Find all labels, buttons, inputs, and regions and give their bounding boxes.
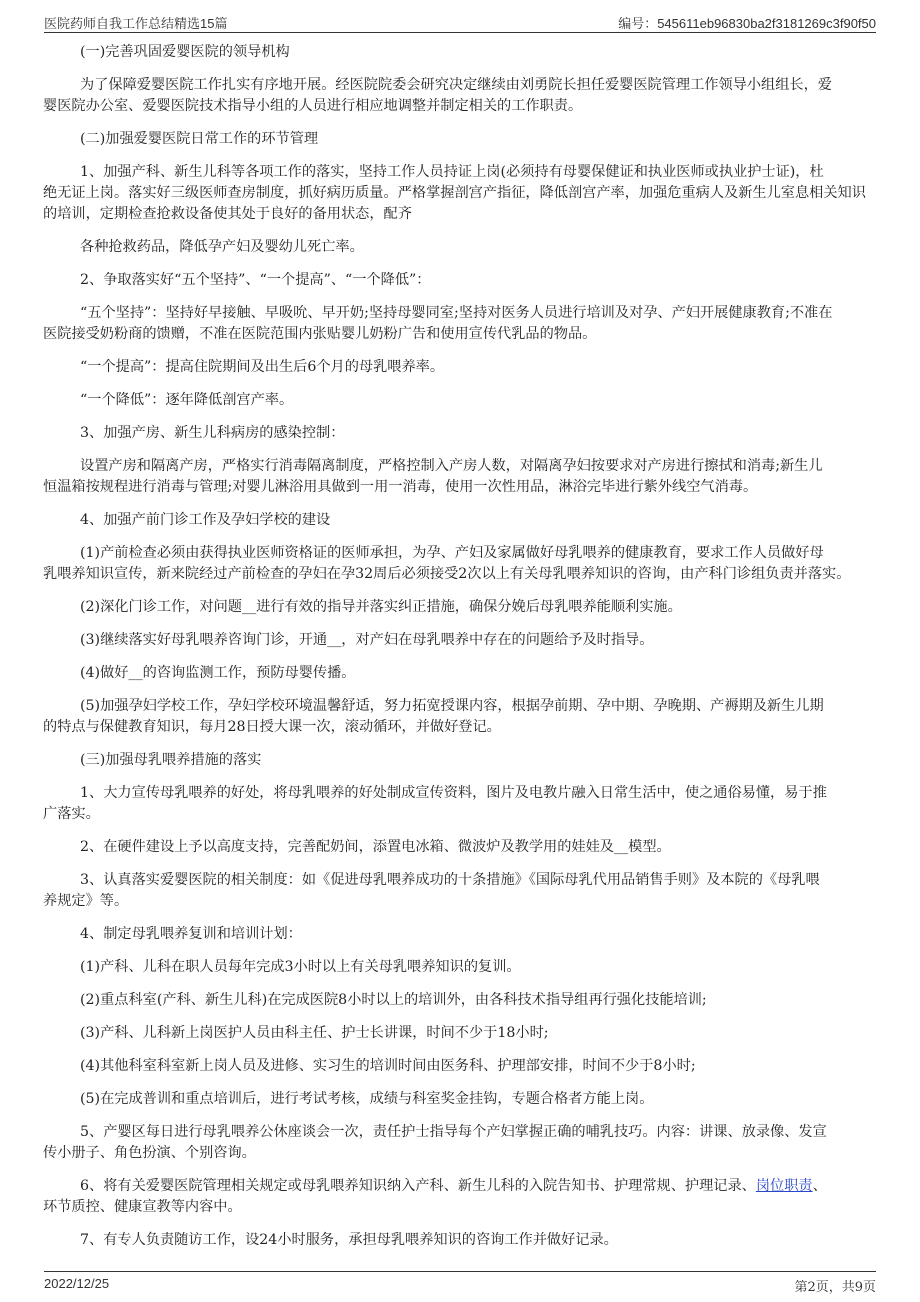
paragraph: 设置产房和隔离产房，严格实行消毒隔离制度，严格控制入产房人数，对隔离孕妇按要求对产房进行擦拭和消毒;新生儿 恒温箱按规程进行消毒与管理;对婴儿淋浴用具做到一用一消毒，使用一次性用品，淋浴完毕进行紫外线空气消毒。 [43,458,823,495]
paragraph: 5、产婴区每日进行母乳喂养公休座谈会一次，责任护士指导每个产妇掌握正确的哺乳技巧。内容：讲课、放录像、发宣 传小册子、角色扮演、个别咨询。 [43,1124,827,1161]
job-duties-link[interactable]: 岗位职责 [755,1178,813,1194]
document-id: 编号：545611eb96830ba2f3181269c3f90f50 [618,16,876,31]
paragraph: (3)产科、儿科新上岗医护人员由科主任、护士长讲课，时间不少于18小时; [80,1025,549,1041]
paragraph: (2)重点科室(产科、新生儿科)在完成医院8小时以上的培训外，由各科技术指导组再行强化技能培训; [80,992,707,1008]
paragraph: 2、在硬件建设上予以高度支持，完善配奶间，添置电冰箱、微波炉及教学用的娃娃及__模型。 [80,839,671,855]
paragraph: (4)其他科室科室新上岗人员及进修、实习生的培训时间由医务科、护理部安排，时间不少于8小时; [80,1058,696,1074]
document-title: 医院药师自我工作总结精选15篇 [44,16,228,31]
paragraph: 各种抢救药品，降低孕产妇及婴幼儿死亡率。 [80,239,364,255]
paragraph: 1、加强产科、新生儿科等各项工作的落实，坚持工作人员持证上岗(必须持有母婴保健证和执业医师或执业护士证)，杜 绝无证上岗。落实好三级医师查房制度，抓好病历质量。严格掌握剖宫产指征，降低剖宫产率，加强危重病人及新生儿室息相关知识的培训，定期检查抢救设备使其处于良好的备用状态，配齐 [43,164,866,222]
paragraph: (3)继续落实好母乳喂养咨询门诊，开通__，对产妇在母乳喂养中存在的问题给予及时指导。 [80,632,654,648]
footer-date: 2022/12/25 [44,1276,110,1291]
paragraph: 7、有专人负责随访工作，设24小时服务，承担母乳喂养知识的咨询工作并做好记录。 [80,1232,618,1248]
paragraph: 3、认真落实爱婴医院的相关制度：如《促进母乳喂养成功的十条措施》《国际母乳代用品销售手则》及本院的《母乳喂 养规定》等。 [43,872,820,909]
paragraph: 4、制定母乳喂养复训和培训计划： [80,926,302,942]
paragraph: 1、大力宣传母乳喂养的好处，将母乳喂养的好处制成宣传资料，图片及电教片融入日常生活中，使之通俗易懂，易于推 广落实。 [43,785,827,822]
paragraph: 2、争取落实好“五个坚持”、“一个提高”、“一个降低”： [80,272,431,288]
page-header [44,10,876,33]
paragraph: (2)深化门诊工作，对问题__进行有效的指导并落实纠正措施，确保分娩后母乳喂养能顺利实施。 [80,599,682,615]
page-number: 第2页，共9页 [794,1280,876,1295]
section-heading: (二)加强爱婴医院日常工作的环节管理 [80,131,319,147]
paragraph: (5)加强孕妇学校工作，孕妇学校环境温馨舒适，努力拓宽授课内容，根据孕前期、孕中期、孕晚期、产褥期及新生儿期 的特点与保健教育知识，每月28日授大课一次，滚动循环，并做好登记。 [43,698,824,735]
paragraph: 为了保障爱婴医院工作扎实有序地开展。经医院院委会研究决定继续由刘勇院长担任爱婴医院管理工作领导小组组长，爱 婴医院办公室、爱婴医院技术指导小组的人员进行相应地调整并制定相关的工作职责。 [43,77,832,114]
paragraph: “一个提高”：提高住院期间及出生后6个月的母乳喂养率。 [80,359,445,375]
paragraph: 3、加强产房、新生儿科病房的感染控制： [80,425,345,441]
page-footer [44,1271,876,1294]
paragraph: (1)产科、儿科在职人员每年完成3小时以上有关母乳喂养知识的复训。 [80,959,521,975]
section-heading: (三)加强母乳喂养措施的落实 [80,752,262,768]
document-body [43,42,876,1263]
paragraph: (1)产前检查必须由获得执业医师资格证的医师承担，为孕、产妇及家属做好母乳喂养的健康教育，要求工作人员做好母 乳喂养知识宣传，新来院经过产前检查的孕妇在孕32周后必须接受2次以上有关母乳喂养知识的咨询，由产科门诊组负责并落实。 [43,545,851,582]
paragraph: 4、加强产前门诊工作及孕妇学校的建设 [80,512,331,528]
paragraph: “五个坚持”：坚持好早接触、早吸吮、早开奶;坚持母婴同室;坚持对医务人员进行培训及对孕、产妇开展健康教育;不准在 医院接受奶粉商的馈赠，不准在医院范围内张贴婴儿奶粉广告和使用宣传代乳品的物品。 [43,305,833,342]
paragraph: (5)在完成普训和重点培训后，进行考试考核，成绩与科室奖金挂钩，专题合格者方能上岗。 [80,1091,654,1107]
paragraph: (4)做好__的咨询监测工作，预防母婴传播。 [80,665,356,681]
section-heading: (一)完善巩固爱婴医院的领导机构 [80,44,290,60]
paragraph: 6、将有关爱婴医院管理相关规定或母乳喂养知识纳入产科、新生儿科的入院告知书、护理常规、护理记录、岗位职责、 环节质控、健康宣教等内容中。 [43,1178,827,1215]
paragraph: “一个降低”：逐年降低剖宫产率。 [80,392,294,408]
